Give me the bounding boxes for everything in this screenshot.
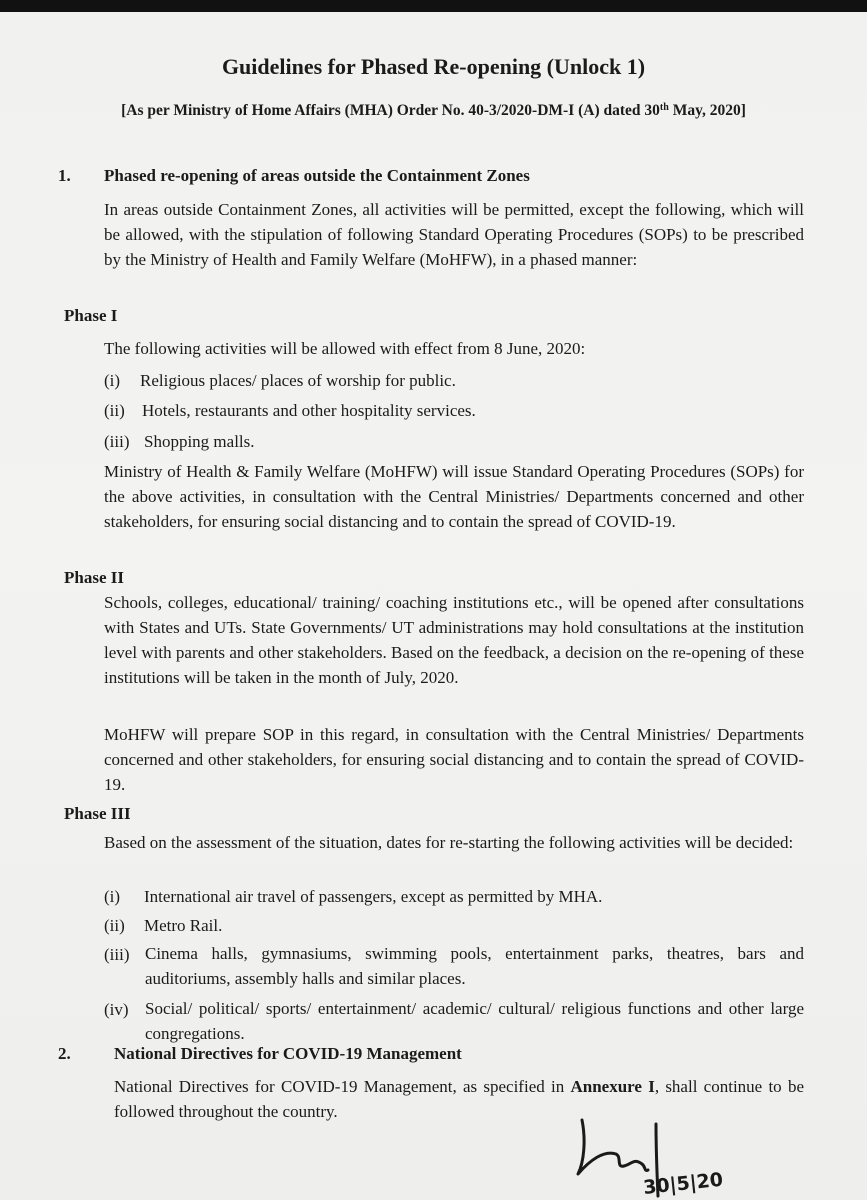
annexure-reference: Annexure I (570, 1077, 655, 1096)
phase-1-item (104, 371, 456, 391)
item-text: International air travel of passengers, except as permitted by MHA. (144, 887, 603, 906)
item-number: (iii) (104, 432, 130, 451)
phase-1-item (104, 432, 255, 452)
section-1-heading: Phased re-opening of areas outside the Containment Zones (104, 166, 530, 185)
order-reference-date: May, 2020] (668, 102, 746, 119)
signature-date: 30|5|20 (642, 1168, 725, 1199)
phase-3-item (104, 887, 602, 907)
item-number: (ii) (104, 401, 125, 420)
page-title: Guidelines for Phased Re-opening (Unlock 1) (221, 54, 646, 79)
signature (560, 1110, 760, 1200)
phase-1-intro: The following activities will be allowed with effect from 8 June, 2020: (104, 339, 586, 358)
phase-3-label: Phase III (64, 804, 131, 823)
signature-stroke (578, 1120, 648, 1174)
item-number: (i) (104, 887, 121, 906)
item-number: (i) (104, 371, 121, 390)
phase-3-item-text: Social/ political/ sports/ entertainment/ academic/ cultural/ religious functions and other large congregations. (145, 999, 804, 1043)
section-2-number: 2. (58, 1044, 71, 1063)
phase-3-intro: Based on the assessment of the situation, dates for re-starting the following activities will be decided: (104, 833, 794, 852)
order-reference-text: [As per Ministry of Home Affairs (MHA) Order No. 40-3/2020-DM-I (A) dated 30 (121, 102, 660, 119)
phase-2-label: Phase II (64, 568, 124, 587)
item-text: Hotels, restaurants and other hospitality services. (142, 401, 476, 420)
section-1-intro: In areas outside Containment Zones, all activities will be permitted, except the following, which will be allowed, with the stipulation of following Standard Operating Procedures (SOPs) to be prescribed by the Ministry of Health and Family Welfare (MoHFW), in a phased manner: (104, 200, 804, 269)
section-2-heading: National Directives for COVID-19 Management (114, 1044, 462, 1063)
phase-3-item-number: (iv) (104, 1000, 129, 1019)
phase-2-paragraph: MoHFW will prepare SOP in this regard, in consultation with the Central Ministries/ Departments concerned and other stakeholders, for ensuring social distancing and to contain the spread of COVID-19. (104, 725, 804, 794)
phase-3-item-number: (iii) (104, 945, 130, 964)
order-reference (0, 102, 867, 120)
item-text: Religious places/ places of worship for public. (140, 371, 456, 390)
phase-2-paragraph: Schools, colleges, educational/ training/ coaching institutions etc., will be opened after consultations with States and UTs. State Governments/ UT administrations may hold consultations at the institution level with parents and other stakeholders. Based on the feedback, a decision on the re-opening of these institutions will be taken in the month of July, 2020. (104, 593, 804, 687)
phase-1-label: Phase I (64, 306, 118, 325)
section-1-number: 1. (58, 166, 71, 185)
section-2-text-start: National Directives for COVID-19 Management, as specified in (114, 1077, 571, 1096)
phase-3-item-text: Cinema halls, gymnasiums, swimming pools, entertainment parks, theatres, bars and auditoriums, assembly halls and similar places. (145, 944, 804, 988)
section-2-text-end: , shall continue to be followed throughout the country. (114, 1077, 804, 1121)
phase-1-note: Ministry of Health & Family Welfare (MoHFW) will issue Standard Operating Procedures (SOPs) for the above activities, in consultation with the Central Ministries/ Departments concerned and other stakeholders, for ensuring social distancing and to contain the spread of COVID-19. (104, 462, 804, 531)
phase-1-item (104, 401, 476, 421)
item-text: Metro Rail. (144, 916, 223, 935)
item-text: Shopping malls. (144, 432, 255, 451)
phase-3-item (104, 916, 222, 936)
order-reference-superscript: th (659, 102, 669, 113)
document-page (0, 12, 867, 1200)
item-number: (ii) (104, 916, 125, 935)
